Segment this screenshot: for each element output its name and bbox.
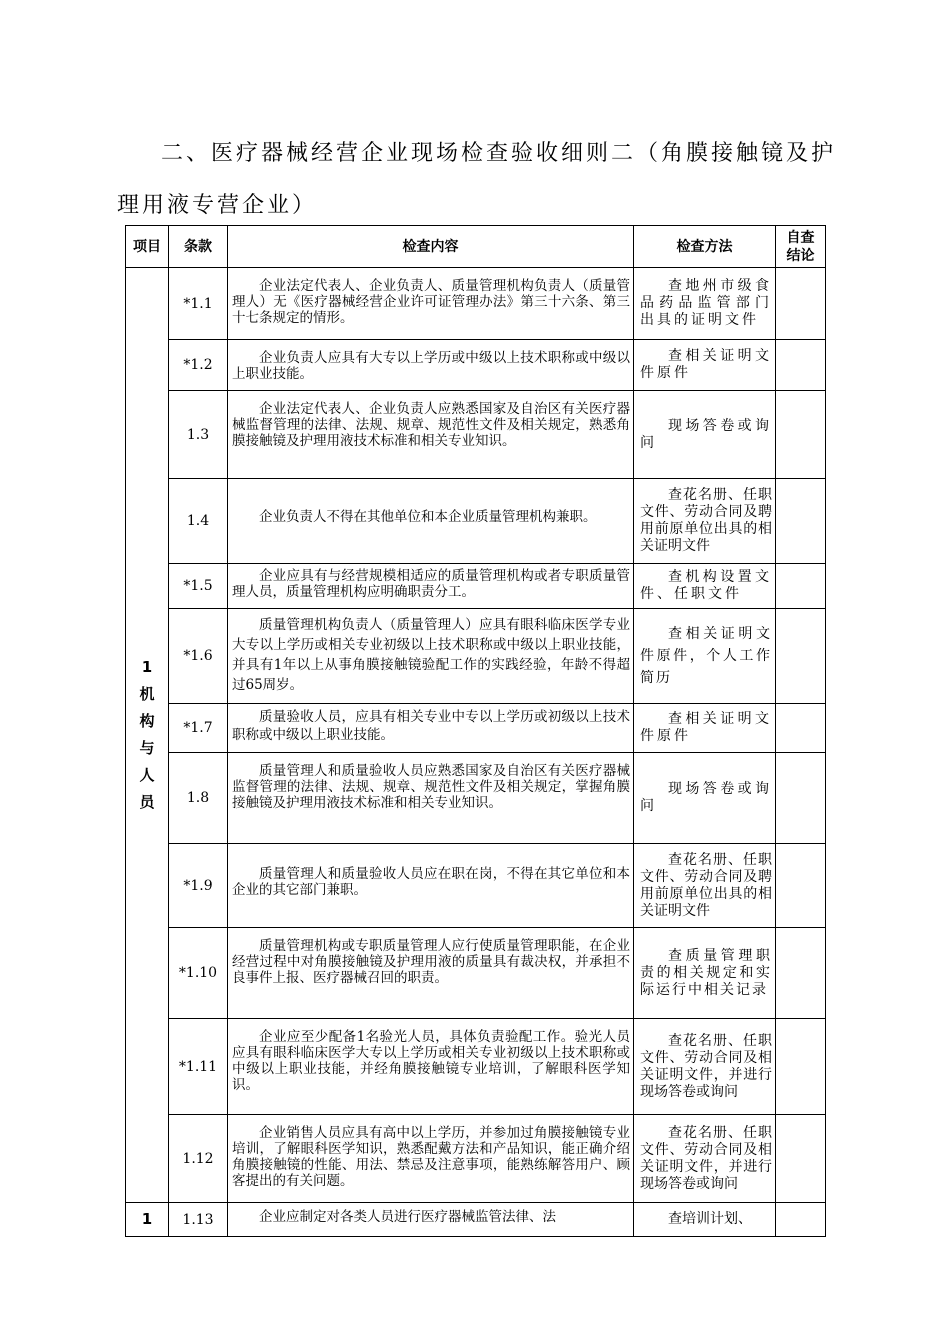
clause-cell: 1.8	[169, 753, 228, 844]
method-cell: 查花名册、任职文件、劳动合同及相关证明文件，并进行现场答卷或询问	[634, 1019, 776, 1115]
self-check-cell[interactable]	[776, 564, 826, 609]
content-cell: 质量管理人和质量验收人员应熟悉国家及自治区有关医疗器械监督管理的法律、法规、规章、规范性文件及相关规定，掌握角膜接触镜及护理用液技术标准和相关专业知识。	[228, 753, 634, 844]
table-row	[126, 704, 826, 753]
table-row	[126, 928, 826, 1019]
group-name: 机构与人员	[139, 685, 155, 811]
group-cell-organization-personnel	[126, 268, 169, 1203]
content-cell: 企业负责人应具有大专以上学历或中级以上技术职称或中级以上职业技能。	[228, 340, 634, 391]
clause-cell: 1.4	[169, 479, 228, 564]
table-row	[126, 753, 826, 844]
method-cell: 现场答卷或询问	[634, 391, 776, 479]
content-cell: 企业应至少配备1名验光人员，具体负责验配工作。验光人员应具有眼科临床医学大专以上学历或相关专业初级以上技术职称或中级以上职业技能，并经角膜接触镜专业培训，了解眼科医学知识。	[228, 1019, 634, 1115]
method-cell: 查相关证明文件原件	[634, 340, 776, 391]
clause-cell: *1.10	[169, 928, 228, 1019]
content-cell: 企业负责人不得在其他单位和本企业质量管理机构兼职。	[228, 479, 634, 564]
header-clause: 条款	[169, 226, 228, 268]
self-check-cell[interactable]	[776, 844, 826, 928]
content-cell: 企业应制定对各类人员进行医疗器械监管法律、法	[228, 1203, 634, 1237]
self-check-cell[interactable]	[776, 1019, 826, 1115]
clause-cell: *1.2	[169, 340, 228, 391]
table-row	[126, 1115, 826, 1203]
self-check-cell[interactable]	[776, 609, 826, 704]
self-check-cell[interactable]	[776, 1115, 826, 1203]
self-check-cell[interactable]	[776, 1203, 826, 1237]
clause-cell: *1.7	[169, 704, 228, 753]
self-check-cell[interactable]	[776, 753, 826, 844]
self-check-cell[interactable]	[776, 928, 826, 1019]
group-number: 1	[141, 658, 153, 676]
header-self-check: 自查结论	[776, 226, 826, 268]
method-cell: 查机构设置文件、任职文件	[634, 564, 776, 609]
method-cell: 查地州市级食品药品监管部门出具的证明文件	[634, 268, 776, 340]
header-content: 检查内容	[228, 226, 634, 268]
content-cell: 企业销售人员应具有高中以上学历，并参加过角膜接触镜专业培训，了解眼科医学知识，熟悉配戴方法和产品知识，能正确介绍角膜接触镜的性能、用法、禁忌及注意事项，能熟练解答用户、顾客提出的有关问题。	[228, 1115, 634, 1203]
method-cell: 查相关证明文件原件，个人工作简历	[634, 609, 776, 704]
header-method: 检查方法	[634, 226, 776, 268]
table-row	[126, 844, 826, 928]
clause-cell: 1.3	[169, 391, 228, 479]
self-check-cell[interactable]	[776, 704, 826, 753]
table-header-row	[126, 226, 826, 268]
content-cell: 质量验收人员，应具有相关专业中专以上学历或初级以上技术职称或中级以上职业技能。	[228, 704, 634, 753]
content-cell: 企业法定代表人、企业负责人应熟悉国家及自治区有关医疗器械监督管理的法律、法规、规章、规范性文件及相关规定，熟悉角膜接触镜及护理用液技术标准和相关专业知识。	[228, 391, 634, 479]
method-cell: 查质量管理职责的相关规定和实际运行中相关记录	[634, 928, 776, 1019]
group-cell-continued: 1	[126, 1203, 169, 1237]
inspection-table	[125, 225, 826, 1237]
table-row	[126, 1019, 826, 1115]
content-cell: 质量管理机构或专职质量管理人应行使质量管理职能，在企业经营过程中对角膜接触镜及护理用液的质量具有裁决权，并承担不良事件上报、医疗器械召回的职责。	[228, 928, 634, 1019]
self-check-cell[interactable]	[776, 391, 826, 479]
content-cell: 质量管理机构负责人（质量管理人）应具有眼科临床医学专业大专以上学历或相关专业初级以上技术职称或中级以上职业技能，并具有1年以上从事角膜接触镜验配工作的实践经验，年龄不得超过65周岁。	[228, 609, 634, 704]
method-cell: 查花名册、任职文件、劳动合同及聘用前原单位出具的相关证明文件	[634, 479, 776, 564]
method-cell: 查相关证明文件原件	[634, 704, 776, 753]
self-check-cell[interactable]	[776, 268, 826, 340]
self-check-cell[interactable]	[776, 340, 826, 391]
self-check-cell[interactable]	[776, 479, 826, 564]
content-cell: 企业应具有与经营规模相适应的质量管理机构或者专职质量管理人员，质量管理机构应明确职责分工。	[228, 564, 634, 609]
table-row	[126, 479, 826, 564]
table-row	[126, 391, 826, 479]
clause-cell: *1.6	[169, 609, 228, 704]
method-cell: 现场答卷或询问	[634, 753, 776, 844]
method-cell: 查花名册、任职文件、劳动合同及相关证明文件，并进行现场答卷或询问	[634, 1115, 776, 1203]
clause-cell: *1.1	[169, 268, 228, 340]
clause-cell: *1.9	[169, 844, 228, 928]
method-cell: 查花名册、任职文件、劳动合同及聘用前原单位出具的相关证明文件	[634, 844, 776, 928]
table-row	[126, 1203, 826, 1237]
table-row	[126, 564, 826, 609]
table-row	[126, 609, 826, 704]
clause-cell: *1.5	[169, 564, 228, 609]
method-cell: 查培训计划、	[634, 1203, 776, 1237]
clause-cell: *1.11	[169, 1019, 228, 1115]
header-item: 项目	[126, 226, 169, 268]
content-cell: 质量管理人和质量验收人员应在职在岗，不得在其它单位和本企业的其它部门兼职。	[228, 844, 634, 928]
content-cell: 企业法定代表人、企业负责人、质量管理机构负责人（质量管理人）无《医疗器械经营企业许可证管理办法》第三十六条、第三十七条规定的情形。	[228, 268, 634, 340]
clause-cell: 1.12	[169, 1115, 228, 1203]
table-row	[126, 340, 826, 391]
table-row	[126, 268, 826, 340]
clause-cell: 1.13	[169, 1203, 228, 1237]
page-title: 二、医疗器械经营企业现场检查验收细则二（角膜接触镜及护理用液专营企业）	[117, 141, 837, 218]
